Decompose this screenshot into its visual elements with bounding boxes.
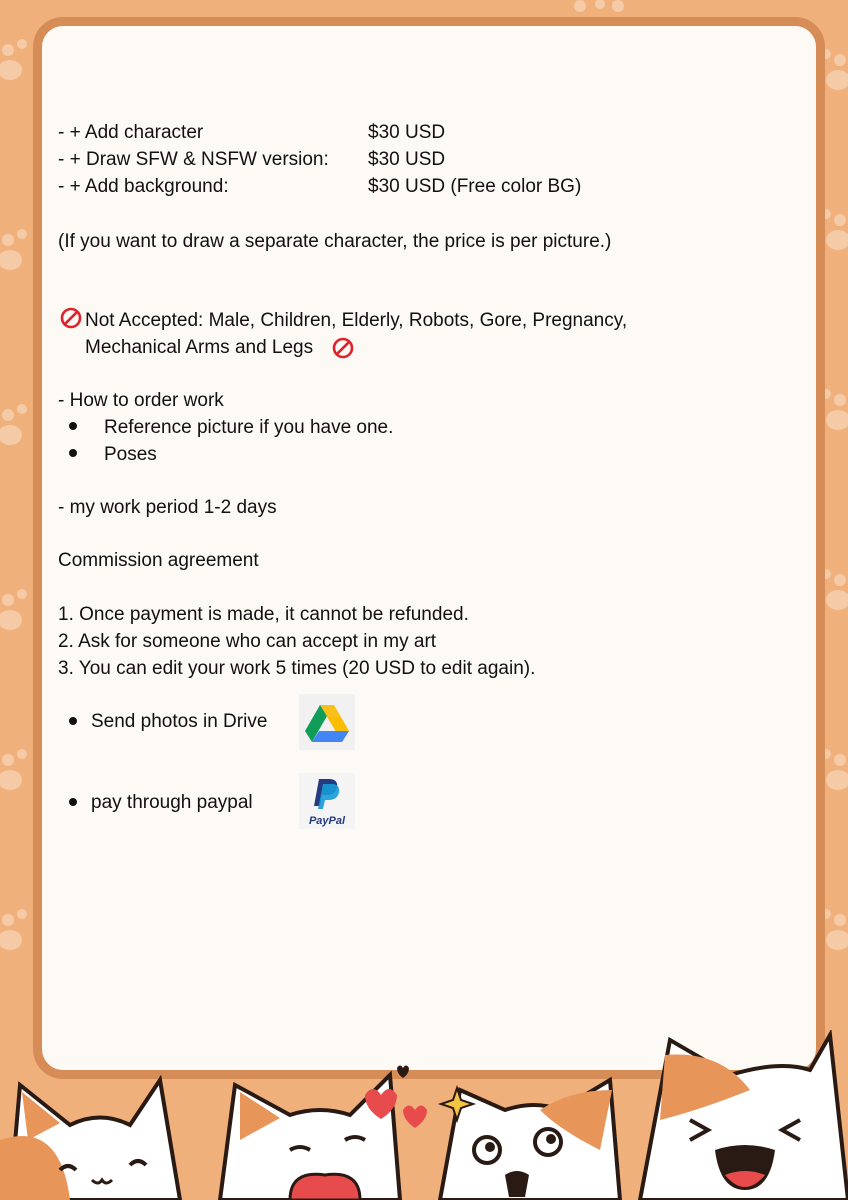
separate-character-note: (If you want to draw a separate character, the price is per picture.)	[58, 231, 612, 252]
paw-print-decoration	[0, 220, 34, 280]
bullet-dot	[69, 422, 77, 430]
work-period: - my work period 1-2 days	[58, 497, 277, 518]
paw-print-decoration	[0, 30, 34, 90]
addon-price: $30 USD	[368, 122, 446, 143]
bullet-dot	[69, 449, 77, 457]
paypal-logo-text: PayPal	[308, 815, 346, 827]
paw-print-decoration	[0, 580, 34, 640]
paw-print-decoration	[0, 900, 34, 960]
paw-print-decoration	[0, 740, 34, 800]
addon-label: - + Add character	[58, 122, 204, 143]
agreement-heading: Commission agreement	[58, 550, 259, 571]
list-item: Poses	[104, 444, 157, 465]
list-item: Reference picture if you have one.	[104, 417, 394, 438]
not-accepted-text: Mechanical Arms and Legs	[85, 337, 314, 358]
addon-label: - + Draw SFW & NSFW version:	[58, 149, 329, 170]
how-to-order-heading: - How to order work	[58, 390, 224, 411]
not-accepted-text: Not Accepted: Male, Children, Elderly, Robots, Gore, Pregnancy,	[85, 310, 628, 331]
cats-illustration	[0, 1030, 848, 1200]
bullet-dot	[69, 717, 77, 725]
addon-label: - + Add background:	[58, 176, 229, 197]
drive-label: Send photos in Drive	[91, 711, 268, 732]
paypal-icon	[299, 773, 355, 829]
bullet-dot	[69, 798, 77, 806]
addon-price: $30 USD (Free color BG)	[368, 176, 582, 197]
google-drive-icon	[299, 694, 355, 750]
prohibited-icon	[60, 307, 82, 329]
paw-print-decoration	[0, 395, 34, 455]
paypal-label: pay through paypal	[91, 792, 253, 813]
addon-price: $30 USD	[368, 149, 446, 170]
agreement-rule: 2. Ask for someone who can accept in my art	[58, 631, 437, 652]
agreement-rule: 1. Once payment is made, it cannot be refunded.	[58, 604, 469, 625]
prohibited-icon	[332, 337, 354, 359]
agreement-rule: 3. You can edit your work 5 times (20 USD to edit again).	[58, 658, 536, 679]
